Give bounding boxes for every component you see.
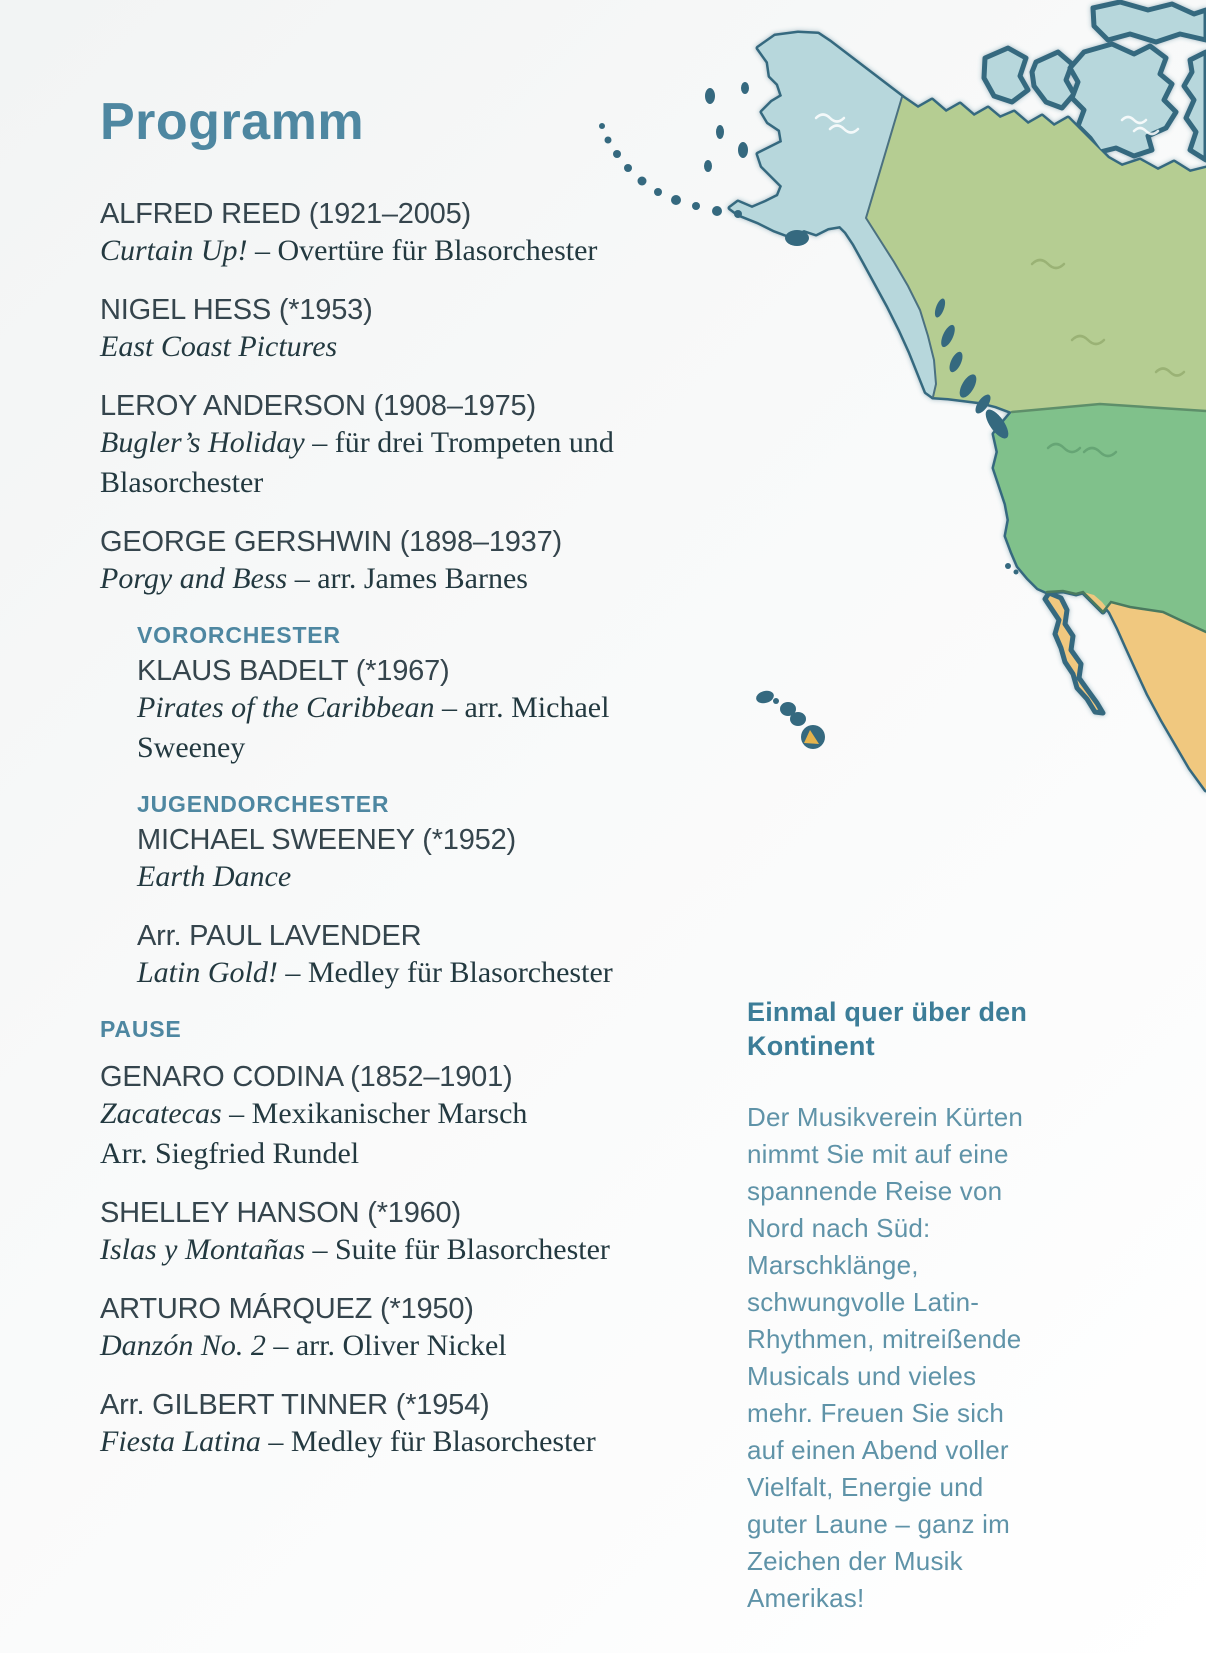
piece-arranger: Arr. Siegfried Rundel <box>100 1137 360 1170</box>
composer-name: ALFRED REED (1921–2005) <box>100 198 471 230</box>
program-list <box>100 198 690 1462</box>
section-label: VORORCHESTER <box>137 622 341 648</box>
program-entry <box>100 390 690 503</box>
piece-title-rest: – Medley für Blasorchester <box>277 956 613 989</box>
intro-body: Der Musikverein Kürten nimmt Sie mit auf eine spannende Reise von Nord nach Süd: Marschklänge, schwungvolle Latin-Rhythmen, mitreißende Musicals und vieles mehr. Freuen Sie sich auf einen Abend voller Vielfalt, Energie und guter Laune – ganz im Zeichen der Musik Amerikas! <box>747 1102 1024 1613</box>
piece-title-italic: Porgy and Bess <box>100 562 288 595</box>
piece-title-rest: – arr. James Barnes <box>287 562 528 595</box>
piece-title-italic: Pirates of the Caribbean <box>137 691 435 724</box>
piece-title <box>100 231 690 271</box>
program-entry <box>100 1061 690 1174</box>
piece-title-rest: – arr. Michael Sweeney <box>137 691 610 764</box>
piece-title <box>100 423 690 503</box>
piece-title-italic: Curtain Up! <box>100 234 248 267</box>
program-entry <box>100 526 690 599</box>
program-entry <box>137 920 667 993</box>
composer-name: KLAUS BADELT (*1967) <box>137 655 450 687</box>
composer-name: LEROY ANDERSON (1908–1975) <box>100 390 536 422</box>
piece-title <box>100 1230 690 1270</box>
program-entry <box>100 1389 690 1462</box>
composer-name: SHELLEY HANSON (*1960) <box>100 1197 461 1229</box>
piece-title-italic: Earth Dance <box>137 860 292 893</box>
program-entry <box>137 655 667 768</box>
intro-column <box>747 995 1047 1617</box>
piece-title <box>100 1326 690 1366</box>
program-entry <box>100 1293 690 1366</box>
piece-title-rest: – Mexikanischer Marsch <box>221 1097 528 1130</box>
piece-title-italic: Zacatecas <box>100 1097 222 1130</box>
piece-title-italic: Fiesta Latina <box>100 1425 261 1458</box>
composer-name: ARTURO MÁRQUEZ (*1950) <box>100 1293 474 1325</box>
piece-title-italic: East Coast Pictures <box>100 330 338 363</box>
section-label: JUGENDORCHESTER <box>137 791 390 817</box>
program-entry <box>100 1197 690 1270</box>
program-entry <box>137 824 667 897</box>
piece-title <box>137 688 667 768</box>
piece-title <box>100 327 690 367</box>
piece-title-italic: Latin Gold! <box>137 956 278 989</box>
composer-name: NIGEL HESS (*1953) <box>100 294 373 326</box>
piece-title-italic: Danzón No. 2 <box>100 1329 266 1362</box>
composer-name: Arr. GILBERT TINNER (*1954) <box>100 1389 490 1421</box>
program-entry <box>100 294 690 367</box>
piece-title <box>137 857 667 897</box>
section-label: PAUSE <box>100 1016 182 1042</box>
piece-title <box>100 1422 690 1462</box>
composer-name: GENARO CODINA (1852–1901) <box>100 1061 513 1093</box>
piece-title-rest: – Medley für Blasorchester <box>260 1425 596 1458</box>
intro-heading: Einmal quer über den Kontinent <box>747 997 1028 1061</box>
composer-name: GEORGE GERSHWIN (1898–1937) <box>100 526 562 558</box>
piece-title <box>137 953 667 993</box>
piece-title-rest: – Suite für Blasorchester <box>305 1233 610 1266</box>
piece-title-rest: – Overtüre für Blasorchester <box>247 234 598 267</box>
piece-title <box>100 559 690 599</box>
hawaii-islands-icon <box>755 689 825 749</box>
piece-title-italic: Bugler’s Holiday <box>100 426 305 459</box>
piece-title-rest: – arr. Oliver Nickel <box>265 1329 507 1362</box>
piece-title-italic: Islas y Montañas <box>100 1233 305 1266</box>
composer-name: Arr. PAUL LAVENDER <box>137 920 422 952</box>
composer-name: MICHAEL SWEENEY (*1952) <box>137 824 516 856</box>
program-entry <box>100 198 690 271</box>
program-column <box>100 92 690 1485</box>
page-title: Programm <box>100 93 365 151</box>
piece-title <box>100 1094 690 1174</box>
piece-title-rest: – für drei Trompeten und Blasorchester <box>100 426 614 499</box>
